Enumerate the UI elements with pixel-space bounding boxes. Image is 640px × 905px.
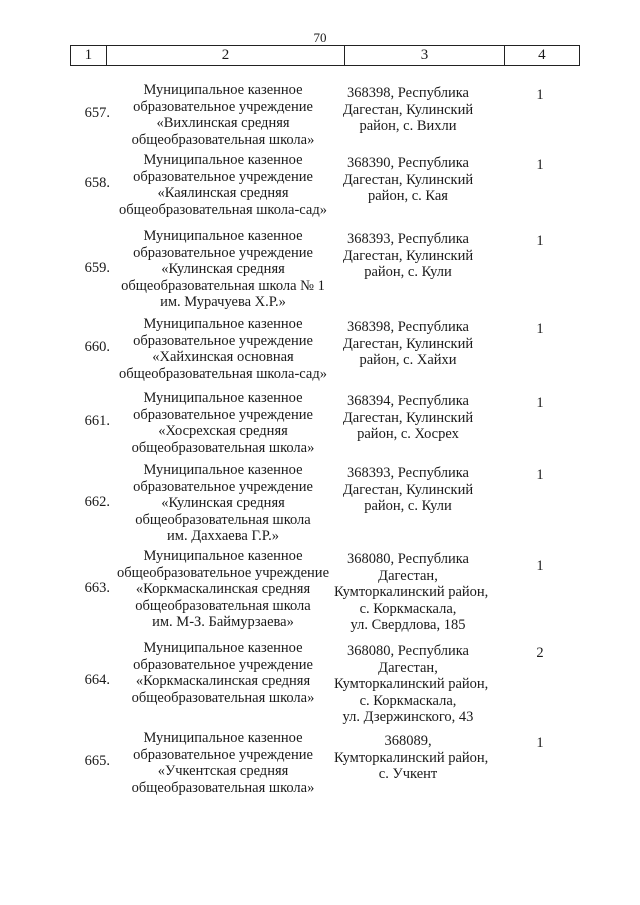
institution-name-line: образовательное учреждение: [133, 168, 313, 185]
address-line: Кумторкалинский район,: [334, 676, 489, 692]
address-line: 368390, Республика: [347, 155, 469, 171]
institution-name: [112, 390, 334, 456]
address-line: с. Коркмаскала,: [359, 692, 457, 709]
institution-name-line: образовательное учреждение: [133, 244, 313, 261]
institution-address: [334, 551, 489, 634]
row-quantity: 1: [536, 558, 544, 574]
institution-name-line: им. М-З. Баймурзаева»: [152, 614, 294, 630]
institution-name-line: им. Даххаева Г.Р.»: [167, 528, 279, 544]
address-line: ул. Дзержинского, 43: [342, 709, 474, 725]
institution-name-line: Муниципальное казенное: [143, 152, 303, 168]
institution-name-line: «Кулинская средняя: [161, 495, 285, 511]
institution-name-line: образовательное учреждение: [133, 98, 313, 115]
institution-name-line: общеобразовательная школа»: [131, 439, 315, 456]
row-number: 664.: [84, 672, 110, 688]
institution-name-line: им. Мурачуева Х.Р.»: [160, 294, 286, 310]
institution-name-line: общеобразовательная школа: [135, 511, 311, 528]
institution-name-line: Муниципальное казенное: [143, 228, 303, 244]
page-number: 70: [313, 30, 327, 45]
row-number: 658.: [84, 175, 110, 191]
address-line: район, с. Кая: [368, 188, 448, 204]
institution-address: [334, 393, 482, 443]
table-header: [70, 45, 580, 66]
institution-name: [112, 462, 334, 545]
row-number: 663.: [84, 580, 110, 596]
institution-name: [112, 548, 334, 631]
institution-name-line: «Хосрехская средняя: [158, 423, 288, 439]
address-line: Дагестан, Кулинский: [342, 101, 474, 118]
row-number: 660.: [84, 339, 110, 355]
institution-name-line: общеобразовательная школа»: [131, 689, 315, 706]
address-line: район, с. Вихли: [359, 118, 457, 134]
row-quantity: 1: [536, 321, 544, 337]
address-line: 368398, Республика: [347, 319, 469, 335]
institution-name-line: Муниципальное казенное: [143, 548, 303, 564]
row-quantity: 2: [536, 645, 544, 661]
institution-name-line: Муниципальное казенное: [143, 390, 303, 406]
institution-name-line: общеобразовательная школа»: [131, 779, 315, 796]
row-quantity: 1: [536, 87, 544, 103]
institution-name: [112, 316, 334, 382]
address-line: Кумторкалинский район,: [334, 584, 489, 600]
institution-name-line: Муниципальное казенное: [143, 462, 303, 478]
address-line: Дагестан, Кулинский: [342, 171, 474, 188]
address-line: ул. Свердлова, 185: [350, 617, 466, 633]
header-col-4: 4: [504, 46, 579, 66]
header-col-3: 3: [345, 46, 504, 66]
institution-name: [112, 640, 334, 706]
institution-name-line: образовательное учреждение: [133, 406, 313, 423]
institution-name-line: «Коркмаскалинская средняя: [135, 581, 311, 597]
address-line: с. Учкент: [378, 766, 438, 782]
institution-address: [334, 733, 489, 783]
institution-address: [334, 643, 489, 726]
institution-address: [334, 155, 482, 205]
institution-name-line: общеобразовательная школа-сад»: [119, 201, 327, 218]
row-quantity: 1: [536, 233, 544, 249]
row-quantity: 1: [536, 467, 544, 483]
row-number: 661.: [84, 413, 110, 429]
institution-name-line: «Коркмаскалинская средняя: [135, 673, 311, 689]
institution-name-line: образовательное учреждение: [133, 478, 313, 495]
address-line: 368080, Республика: [347, 551, 469, 567]
address-line: Дагестан,: [378, 659, 438, 676]
institution-name-line: общеобразовательная школа: [135, 597, 311, 614]
institution-name: [112, 152, 334, 218]
institution-name-line: Муниципальное казенное: [143, 82, 303, 98]
address-line: 368393, Республика: [347, 465, 469, 481]
institution-name-line: «Кулинская средняя: [161, 261, 285, 277]
address-line: Дагестан, Кулинский: [342, 481, 474, 498]
header-col-1: 1: [71, 46, 107, 66]
address-line: район, с. Кули: [364, 264, 452, 280]
header-col-2: 2: [106, 46, 345, 66]
institution-address: [334, 465, 482, 515]
row-number: 665.: [84, 753, 110, 769]
address-line: район, с. Кули: [364, 498, 452, 514]
institution-name: [112, 730, 334, 796]
institution-name-line: «Каялинская средняя: [157, 185, 289, 201]
address-line: район, с. Хосрех: [357, 426, 459, 442]
institution-name-line: «Учкентская средняя: [157, 763, 289, 779]
institution-name-line: Муниципальное казенное: [143, 730, 303, 746]
row-quantity: 1: [536, 735, 544, 751]
institution-name-line: общеобразовательная школа»: [131, 131, 315, 148]
address-line: 368394, Республика: [347, 393, 469, 409]
institution-name-line: Муниципальное казенное: [143, 316, 303, 332]
row-number: 662.: [84, 494, 110, 510]
address-line: Кумторкалинский район,: [334, 749, 489, 766]
institution-address: [334, 85, 482, 135]
address-line: 368398, Республика: [347, 85, 469, 101]
institution-name-line: образовательное учреждение: [133, 656, 313, 673]
address-line: Дагестан, Кулинский: [342, 409, 474, 426]
address-line: 368393, Республика: [347, 231, 469, 247]
institution-name-line: Муниципальное казенное: [143, 640, 303, 656]
institution-name: [112, 228, 334, 311]
address-line: Дагестан,: [378, 567, 438, 584]
address-line: 368080, Республика: [347, 643, 469, 659]
row-quantity: 1: [536, 157, 544, 173]
institution-name-line: образовательное учреждение: [133, 746, 313, 763]
address-line: Дагестан, Кулинский: [342, 247, 474, 264]
institution-name-line: «Хайхинская основная: [152, 349, 294, 365]
address-line: с. Коркмаскала,: [359, 600, 457, 617]
row-number: 659.: [84, 260, 110, 276]
row-number: 657.: [84, 105, 110, 121]
address-line: район, с. Хайхи: [359, 352, 457, 368]
institution-name: [112, 82, 334, 148]
institution-name-line: общеобразовательная школа-сад»: [119, 365, 327, 382]
institution-address: [334, 231, 482, 281]
row-quantity: 1: [536, 395, 544, 411]
institution-address: [334, 319, 482, 369]
address-line: Дагестан, Кулинский: [342, 335, 474, 352]
institution-name-line: общеобразовательная школа № 1: [121, 277, 325, 294]
institution-name-line: «Вихлинская средняя: [156, 115, 290, 131]
institution-name-line: общеобразовательное учреждение: [116, 564, 330, 581]
institution-name-line: образовательное учреждение: [133, 332, 313, 349]
address-line: 368089,: [384, 733, 432, 749]
